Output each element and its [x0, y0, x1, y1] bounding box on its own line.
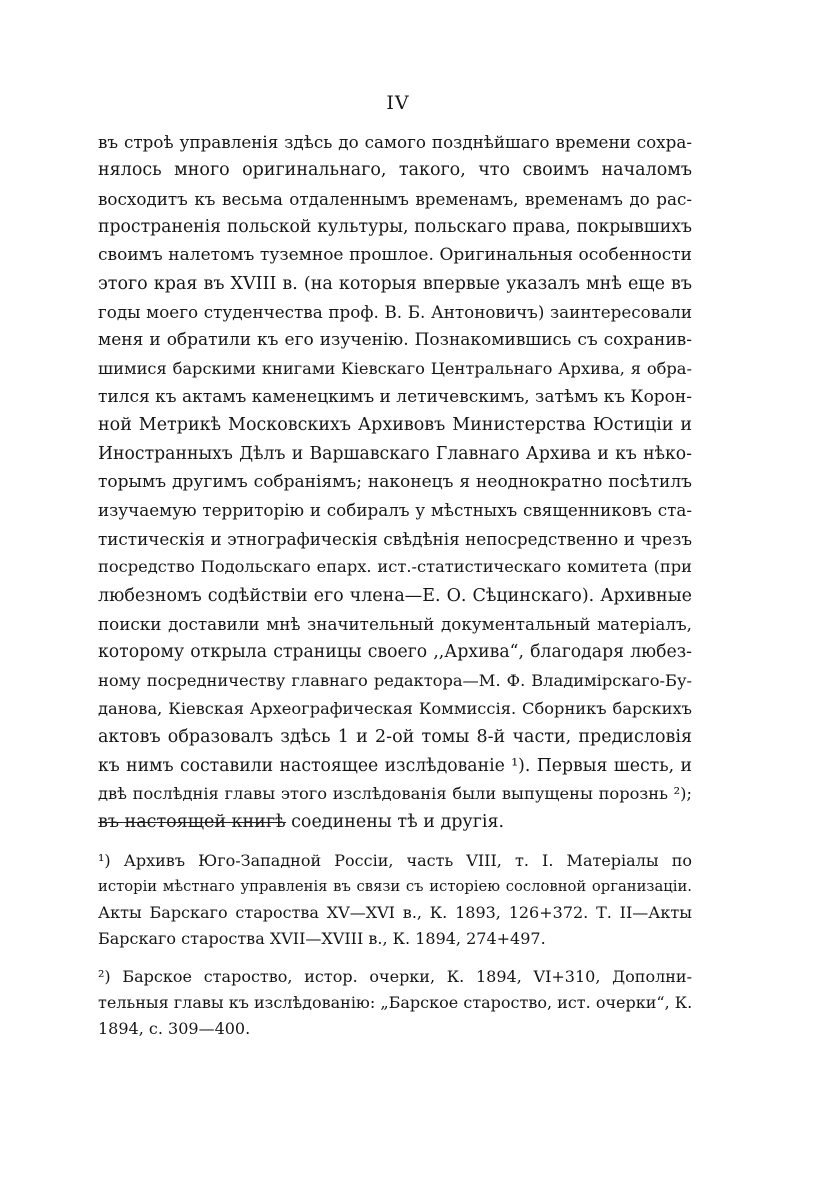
body-line: двѣ послѣднія главы этого изслѣдованія были выпущены порознь ²); [98, 783, 692, 803]
body-line: которому открыла страницы своего ,,Архива“, благодаря любез- [98, 642, 692, 663]
body-line: поиски доставили мнѣ значительный документальный матеріалъ, [98, 613, 692, 634]
body-line: меня и обратили къ его изученію. Познакомившись съ сохранив- [98, 330, 692, 351]
footnote-line: 1894, с. 309—400. [98, 1019, 251, 1038]
footnote-line: ²) Барское староство, истор. очерки, К. 1894, VI+310, Дополни- [98, 967, 692, 986]
body-line: тистическія и этнографическія свѣдѣнія непосредственно и чрезъ [98, 528, 692, 549]
body-line: ной Метрикѣ Московскихъ Архивовъ Министерства Юстиціи и [98, 415, 692, 436]
body-line: пространенія польской культуры, польскаго права, покрывшихъ [98, 217, 692, 238]
footnote-1 [98, 848, 692, 952]
body-line: актовъ образовалъ здѣсь 1 и 2-ой томы 8-й части, предисловія [98, 727, 692, 748]
body-line: нялось много оригинальнаго, такого, что своимъ началомъ [98, 160, 692, 181]
body-line: восходитъ къ весьма отдаленнымъ временамъ, временамъ до рас- [98, 188, 692, 209]
body-text [98, 128, 692, 837]
body-line: этого края въ XVIII в. (на которыя впервые указалъ мнѣ еще въ [98, 273, 692, 294]
body-line: ному посредничеству главнаго редактора—М. Ф. Владимірскаго-Бу- [98, 670, 692, 690]
body-line: тился къ актамъ каменецкимъ и летичевскимъ, затѣмъ къ Корон- [98, 387, 692, 408]
footnote-line: Барскаго староства XVII—XVIII в., К. 1894, 274+497. [98, 929, 546, 948]
body-line: къ нимъ составили настоящее изслѣдованіе ¹). Первыя шесть, и [98, 755, 692, 776]
body-line: любезномъ содѣйствіи его члена—Е. О. Сѣцинскаго). Архивные [98, 585, 692, 606]
footnote-2 [98, 964, 692, 1042]
body-line: своимъ налетомъ туземное прошлое. Оригинальныя особенности [98, 245, 692, 266]
body-line: изучаемую территорію и собиралъ у мѣстныхъ священниковъ ста- [98, 500, 692, 521]
body-line: Иностранныхъ Дѣлъ и Варшавскаго Главнаго Архива и къ нѣко- [98, 443, 692, 464]
footnote-line: Акты Барскаго староства XV—XVI в., К. 1893, 126+372. Т. II—Акты [98, 903, 692, 922]
footnote-line: ¹) Архивъ Юго-Западной Россіи, часть VIII, т. I. Матеріалы по [98, 851, 692, 870]
page-number: IV [386, 92, 410, 114]
footnote-line: тельныя главы къ изслѣдованію: „Барское староство, ист. очерки“, К. [98, 993, 693, 1012]
body-line: торымъ другимъ собраніямъ; наконецъ я неоднократно посѣтилъ [98, 472, 692, 493]
body-line: данова, Кіевская Археографическая Коммиссія. Сборникъ барскихъ [98, 698, 692, 718]
body-line: посредство Подольскаго епарх. ист.-статистическаго комитета (при [98, 557, 692, 577]
footnote-line: исторіи мѣстнаго управленія въ связи съ исторіею сословной организаціи. [98, 878, 692, 895]
body-line: въ настоящей книгѣ соединены тѣ и другія. [98, 812, 505, 833]
body-line: шимися барскими книгами Кіевскаго Центральнаго Архива, я обра- [98, 358, 692, 378]
body-line: въ строѣ управленія здѣсь до самого позднѣйшаго времени сохра- [98, 132, 692, 152]
footnote-separator [98, 822, 286, 823]
body-line: годы моего студенчества проф. В. Б. Антоновичъ) заинтересовали [98, 302, 692, 323]
footnotes [98, 848, 692, 1054]
